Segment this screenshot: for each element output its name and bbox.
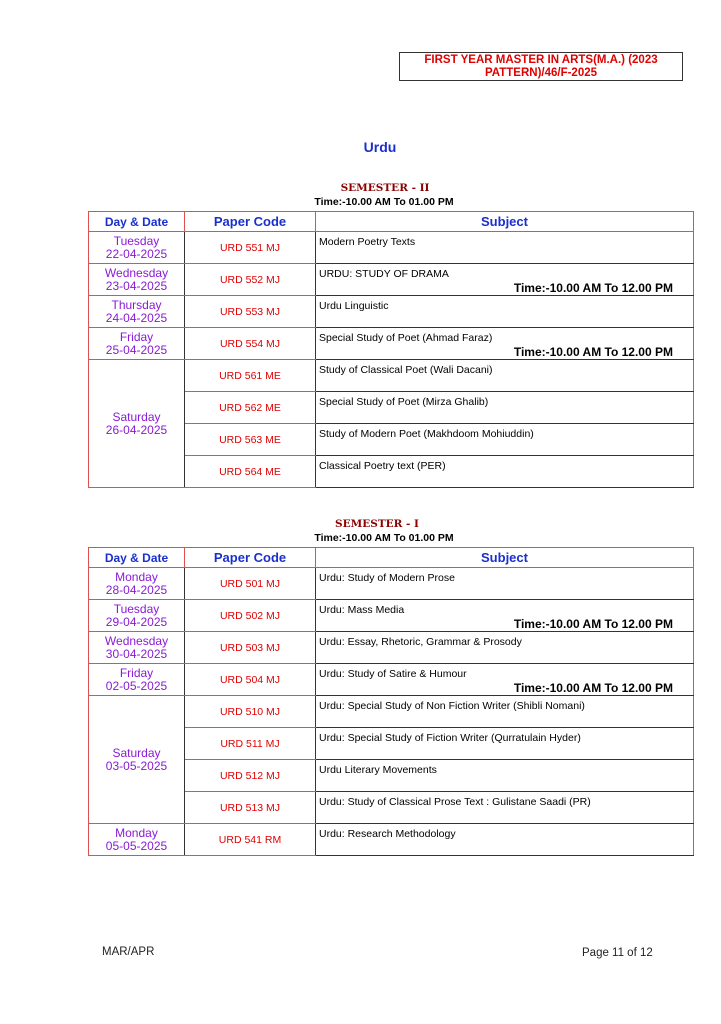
paper-code: URD 501 MJ bbox=[185, 568, 316, 600]
subject-name: Study of Modern Poet (Makhdoom Mohiuddin) bbox=[319, 428, 534, 440]
exam-date: 05-05-2025 bbox=[105, 838, 168, 853]
header-line-1: FIRST YEAR MASTER IN ARTS(M.A.) (2023 bbox=[424, 54, 658, 66]
subject-name: Urdu Literary Movements bbox=[319, 764, 437, 776]
exam-table bbox=[88, 211, 694, 488]
paper-code: URD 541 RM bbox=[185, 824, 316, 856]
subject-cell bbox=[316, 632, 694, 664]
exam-date: 22-04-2025 bbox=[105, 246, 168, 261]
subject-cell bbox=[316, 296, 694, 328]
paper-code: URD 511 MJ bbox=[185, 728, 316, 760]
table-header-row bbox=[89, 548, 694, 568]
paper-code: URD 564 ME bbox=[185, 456, 316, 488]
subject-cell bbox=[316, 392, 694, 424]
table-row bbox=[89, 600, 694, 632]
table-row bbox=[89, 696, 694, 728]
paper-code: URD 512 MJ bbox=[185, 760, 316, 792]
day-date-cell bbox=[89, 632, 185, 664]
semester-title: SEMESTER - II bbox=[340, 182, 430, 194]
day-name: Tuesday bbox=[113, 601, 160, 616]
subject-name: Urdu Linguistic bbox=[319, 300, 389, 312]
header-line-2: PATTERN)/46/F-2025 bbox=[484, 67, 598, 79]
day-name: Wednesday bbox=[104, 265, 169, 280]
table-row bbox=[89, 360, 694, 392]
table-row bbox=[89, 296, 694, 328]
paper-code: URD 551 MJ bbox=[185, 232, 316, 264]
subject-cell bbox=[316, 264, 694, 296]
footer-session: MAR/APR bbox=[102, 946, 155, 958]
semester-time: Time:-10.00 AM To 01.00 PM bbox=[314, 532, 454, 544]
subject-name: Urdu: Study of Classical Prose Text : Gulistane Saadi (PR) bbox=[319, 796, 591, 808]
subject-name: Urdu: Research Methodology bbox=[319, 828, 456, 840]
paper-code: URD 502 MJ bbox=[185, 600, 316, 632]
day-name: Friday bbox=[119, 665, 154, 680]
exam-date: 03-05-2025 bbox=[105, 758, 168, 773]
day-date-cell bbox=[89, 600, 185, 632]
time-note: Time:-10.00 AM To 12.00 PM bbox=[513, 681, 673, 695]
day-date-cell bbox=[89, 328, 185, 360]
day-name: Tuesday bbox=[113, 233, 160, 248]
column-header-day: Day & Date bbox=[89, 548, 185, 568]
day-name: Monday bbox=[115, 569, 158, 584]
subject-cell bbox=[316, 600, 694, 632]
subject-cell bbox=[316, 424, 694, 456]
paper-code: URD 553 MJ bbox=[185, 296, 316, 328]
exam-table bbox=[88, 547, 694, 856]
subject-cell bbox=[316, 760, 694, 792]
day-name: Thursday bbox=[111, 297, 162, 312]
table-row bbox=[89, 632, 694, 664]
day-date-cell bbox=[89, 232, 185, 264]
paper-code: URD 554 MJ bbox=[185, 328, 316, 360]
header-box bbox=[399, 52, 683, 81]
subject-name: Study of Classical Poet (Wali Dacani) bbox=[319, 364, 493, 376]
exam-date: 24-04-2025 bbox=[105, 310, 168, 325]
table-row bbox=[89, 264, 694, 296]
column-header-code: Paper Code bbox=[185, 212, 316, 232]
subject-cell bbox=[316, 728, 694, 760]
exam-date: 23-04-2025 bbox=[105, 278, 168, 293]
table-row bbox=[89, 664, 694, 696]
paper-code: URD 561 ME bbox=[185, 360, 316, 392]
semester-title: SEMESTER - I bbox=[335, 518, 419, 530]
table-row bbox=[89, 568, 694, 600]
subject-name: Modern Poetry Texts bbox=[319, 236, 416, 248]
subject-name: Urdu: Special Study of Fiction Writer (Qurratulain Hyder) bbox=[319, 732, 581, 744]
day-date-cell bbox=[89, 568, 185, 600]
day-date-cell bbox=[89, 664, 185, 696]
paper-code: URD 503 MJ bbox=[185, 632, 316, 664]
table-row bbox=[89, 328, 694, 360]
exam-date: 25-04-2025 bbox=[105, 342, 168, 357]
day-name: Friday bbox=[119, 329, 154, 344]
subject-name: Urdu: Essay, Rhetoric, Grammar & Prosody bbox=[319, 636, 522, 648]
subject-cell bbox=[316, 328, 694, 360]
day-date-cell bbox=[89, 360, 185, 488]
subject-name: Urdu: Special Study of Non Fiction Writer (Shibli Nomani) bbox=[319, 700, 585, 712]
column-header-subject: Subject bbox=[316, 212, 694, 232]
subject-name: Classical Poetry text (PER) bbox=[319, 460, 446, 472]
exam-date: 26-04-2025 bbox=[105, 422, 168, 437]
column-header-code: Paper Code bbox=[185, 548, 316, 568]
subject-name: Urdu: Study of Satire & Humour bbox=[319, 668, 467, 680]
subject-name: URDU: STUDY OF DRAMA bbox=[319, 268, 449, 280]
subject-cell bbox=[316, 696, 694, 728]
paper-code: URD 563 ME bbox=[185, 424, 316, 456]
exam-date: 29-04-2025 bbox=[105, 614, 168, 629]
exam-date: 02-05-2025 bbox=[105, 678, 168, 693]
exam-date: 30-04-2025 bbox=[105, 646, 168, 661]
paper-code: URD 562 ME bbox=[185, 392, 316, 424]
table-header-row bbox=[89, 212, 694, 232]
day-name: Saturday bbox=[112, 745, 161, 760]
time-note: Time:-10.00 AM To 12.00 PM bbox=[513, 617, 673, 631]
department-title: Urdu bbox=[363, 139, 397, 155]
paper-code: URD 510 MJ bbox=[185, 696, 316, 728]
subject-cell bbox=[316, 360, 694, 392]
day-date-cell bbox=[89, 296, 185, 328]
paper-code: URD 504 MJ bbox=[185, 664, 316, 696]
day-name: Monday bbox=[115, 825, 158, 840]
day-name: Saturday bbox=[112, 409, 161, 424]
column-header-day: Day & Date bbox=[89, 212, 185, 232]
column-header-subject: Subject bbox=[316, 548, 694, 568]
subject-name: Urdu: Mass Media bbox=[319, 604, 405, 616]
paper-code: URD 513 MJ bbox=[185, 792, 316, 824]
subject-cell bbox=[316, 456, 694, 488]
semester-time: Time:-10.00 AM To 01.00 PM bbox=[314, 196, 454, 208]
subject-name: Special Study of Poet (Mirza Ghalib) bbox=[319, 396, 489, 408]
subject-cell bbox=[316, 664, 694, 696]
time-note: Time:-10.00 AM To 12.00 PM bbox=[513, 281, 673, 295]
day-date-cell bbox=[89, 264, 185, 296]
footer-page-number: Page 11 of 12 bbox=[582, 947, 653, 959]
day-date-cell bbox=[89, 824, 185, 856]
time-note: Time:-10.00 AM To 12.00 PM bbox=[513, 345, 673, 359]
day-date-cell bbox=[89, 696, 185, 824]
table-row bbox=[89, 232, 694, 264]
subject-cell bbox=[316, 792, 694, 824]
subject-cell bbox=[316, 568, 694, 600]
subject-name: Urdu: Study of Modern Prose bbox=[319, 572, 455, 584]
table-row bbox=[89, 824, 694, 856]
paper-code: URD 552 MJ bbox=[185, 264, 316, 296]
day-name: Wednesday bbox=[104, 633, 169, 648]
subject-cell bbox=[316, 232, 694, 264]
subject-cell bbox=[316, 824, 694, 856]
exam-date: 28-04-2025 bbox=[105, 582, 168, 597]
subject-name: Special Study of Poet (Ahmad Faraz) bbox=[319, 332, 493, 344]
